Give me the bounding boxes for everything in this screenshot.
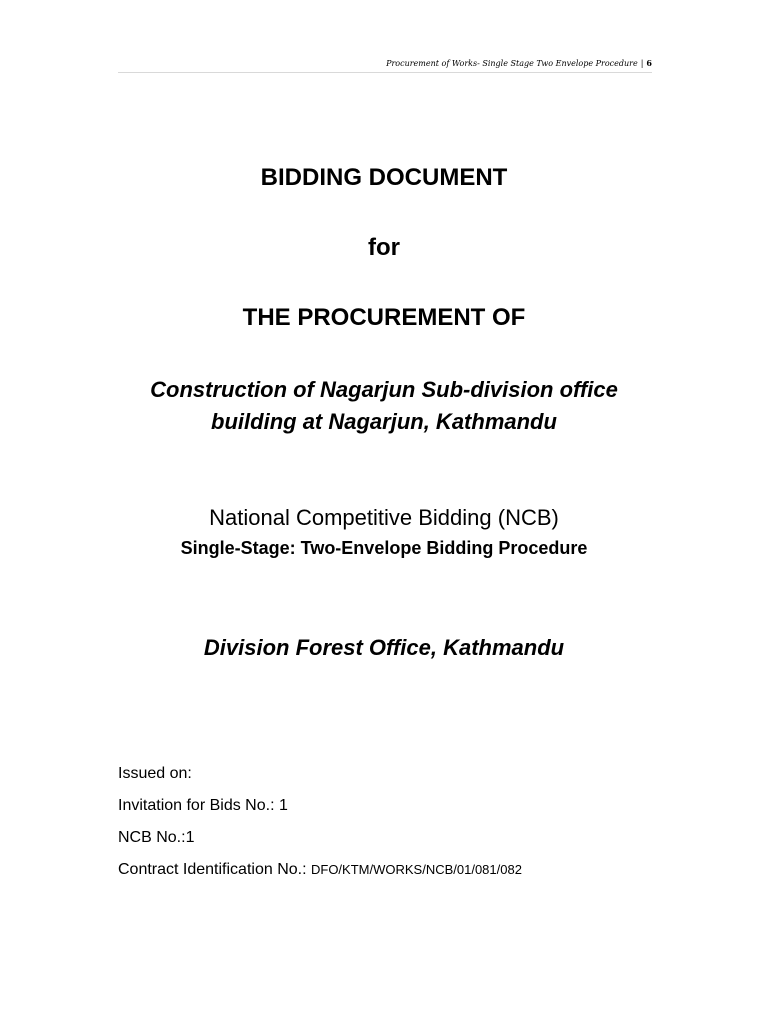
page-header (118, 56, 652, 73)
running-header (386, 58, 652, 68)
project-name (0, 374, 768, 438)
bidding-procedure: Single-Stage: Two-Envelope Bidding Procedure (180, 538, 588, 558)
running-title: Procurement of Works- Single Stage Two Envelope Procedure (386, 59, 638, 68)
issued-on-line: Issued on: (118, 765, 192, 782)
page-number: 6 (646, 58, 652, 68)
document-details (118, 763, 718, 891)
ncb-number-line: NCB No.:1 (118, 829, 195, 846)
issuing-office: Division Forest Office, Kathmandu (203, 635, 565, 660)
document-title: BIDDING DOCUMENT (260, 164, 508, 191)
contract-identification-value: DFO/KTM/WORKS/NCB/01/081/082 (310, 862, 522, 877)
contract-identification-line (118, 859, 718, 891)
bidding-type: National Competitive Bidding (NCB) (209, 505, 559, 530)
title-procurement-of: THE PROCUREMENT OF (242, 304, 526, 331)
invitation-for-bids-line: Invitation for Bids No.: 1 (118, 797, 288, 814)
project-name-line-1: Construction of Nagarjun Sub-division office (150, 377, 618, 402)
header-separator: | (640, 59, 644, 68)
title-for: for (368, 234, 400, 261)
project-name-line-2: building at Nagarjun, Kathmandu (211, 409, 557, 434)
contract-identification-label: Contract Identification No.: (118, 861, 311, 878)
